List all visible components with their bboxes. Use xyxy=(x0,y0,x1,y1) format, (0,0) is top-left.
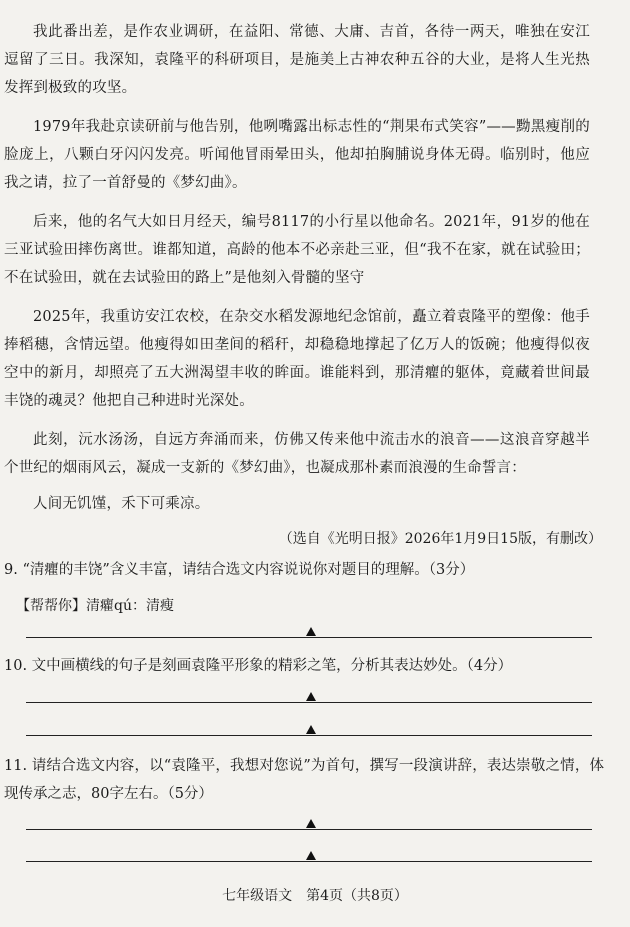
passage-paragraph-4: 2025年，我重访安江农校，在杂交水稻发源地纪念馆前，矗立着袁隆平的塑像：他手捧稻穗，含情远望。他瘦得如田垄间的稻秆，却稳稳地撑起了亿万人的饭碗；他瘦得似夜空中的新月，却照亮了五大洲渴望丰收的眸面。谁能料到，那清癯的躯体，竟藏着世间最丰饶的魂灵？他把自己种进时光深处。 xyxy=(4,309,590,409)
question-9: 9. “清癯的丰饶”含义丰富，请结合选文内容说说你对题目的理解。（3分） xyxy=(4,562,475,578)
page-footer: 七年级语文 第4页（共8页） xyxy=(222,888,408,904)
answer-marker-icon xyxy=(306,692,316,701)
passage-paragraph-6: 人间无饥馑，禾下可乘凉。 xyxy=(33,496,210,512)
answer-line-q11-2[interactable] xyxy=(26,861,592,862)
passage-paragraph-5: 此刻，沅水汤汤，自远方奔涌而来，仿佛又传来他中流击水的浪音——这浪音穿越半个世纪的烟雨风云，凝成一支新的《梦幻曲》，也凝成那朴素而浪漫的生命誓言： xyxy=(4,432,590,476)
answer-line-q10-1[interactable] xyxy=(26,702,592,703)
answer-marker-icon xyxy=(306,627,316,636)
answer-marker-icon xyxy=(306,725,316,734)
answer-line-q11-1[interactable] xyxy=(26,829,592,830)
question-11: 11. 请结合选文内容，以“袁隆平，我想对您说”为首句，撰写一段演讲辞，表达崇敬之情，体现传承之志，80字左右。（5分） xyxy=(4,758,604,802)
answer-marker-icon xyxy=(306,851,316,860)
answer-marker-icon xyxy=(306,819,316,828)
answer-line-q9[interactable] xyxy=(26,637,592,638)
passage-paragraph-2: 1979年我赴京读研前与他告别，他咧嘴露出标志性的“荆果布式笑容”——黝黑瘦削的脸庞上，八颗白牙闪闪发亮。听闻他冒雨晕田头，他却拍胸脯说身体无碍。临别时，他应我之请，拉了一首舒曼的《梦幻曲》。 xyxy=(4,119,590,191)
question-9-hint: 【帮帮你】清癯qú：清瘦 xyxy=(16,598,174,614)
passage-source: （选自《光明日报》2026年1月9日15版，有删改） xyxy=(278,531,602,547)
passage-paragraph-3: 后来，他的名气大如日月经天，编号8117的小行星以他命名。2021年，91岁的他在三亚试验田摔伤离世。谁都知道，高龄的他本不必亲赴三亚，但“我不在家，就在试验田；不在试验田，就在去试验田的路上”是他刻入骨髓的坚守 xyxy=(4,214,590,286)
passage-paragraph-1: 我此番出差，是作农业调研，在益阳、常德、大庸、吉首，各待一两天，唯独在安江逗留了三日。我深知，袁隆平的科研项目，是施美上古神农种五谷的大业，是将人生光热发挥到极致的攻坚。 xyxy=(4,24,590,96)
answer-line-q10-2[interactable] xyxy=(26,735,592,736)
question-10: 10. 文中画横线的句子是刻画袁隆平形象的精彩之笔，分析其表达妙处。（4分） xyxy=(4,658,513,674)
